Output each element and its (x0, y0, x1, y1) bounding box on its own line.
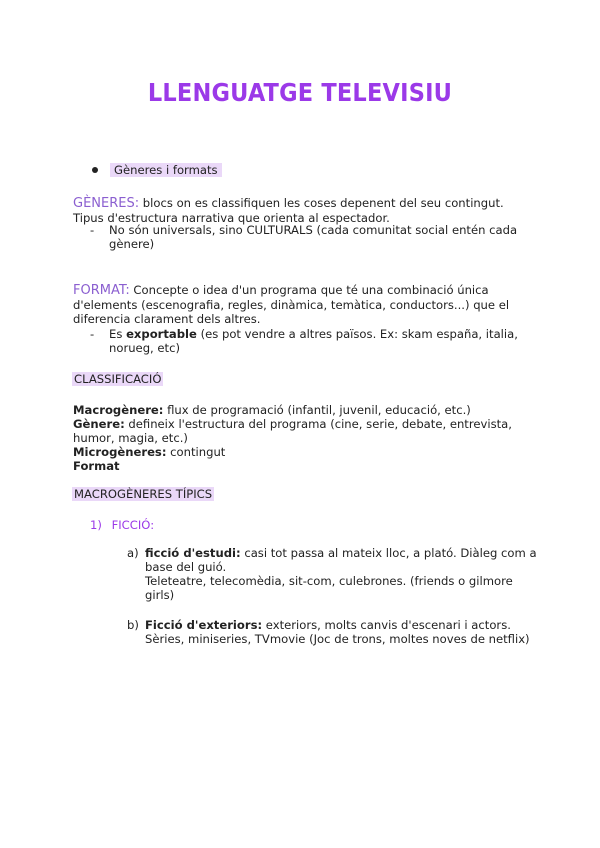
classificacio-heading (72, 372, 163, 386)
item-a-marker: a) (127, 546, 139, 560)
generes-text: blocs on es classifiquen les coses depenent del seu contingut. (139, 196, 504, 210)
item-b-line2: Sèries, miniseries, TVmovie (Joc de trons, moltes noves de netflix) (145, 632, 530, 646)
format-dash-bold: exportable (126, 327, 197, 341)
micro-label: Microgèneres: (73, 445, 167, 459)
dash-marker: - (90, 327, 95, 341)
macrogeneres-heading (72, 487, 214, 501)
format-paragraph (73, 283, 543, 326)
item-a-label: ficció d'estudi: (145, 546, 241, 560)
item-a-line3: Teleteatre, telecomèdia, sit-com, culebrones. (friends o gilmore (145, 574, 513, 588)
generes-paragraph (73, 196, 543, 225)
classificacio-heading-text: CLASSIFICACIÓ (74, 372, 162, 386)
format-dash-prefix: Es (109, 327, 127, 341)
macro-label: Macrogènere: (73, 403, 164, 417)
macro-text: flux de programació (infantil, juvenil, educació, etc.) (163, 403, 471, 417)
format-line2: d'elements (escenografia, regles, dinàmica, temàtica, conductors...) que el (73, 298, 510, 312)
document-title: LLENGUATGE TELEVISIU (147, 78, 453, 107)
ficcio-number: 1) (90, 518, 102, 532)
bullet-heading (92, 163, 222, 177)
format-text: Concepte o idea d'un programa que té una combinació única (129, 283, 489, 297)
item-b (145, 618, 565, 646)
generes-dash-line1: No són universals, sino CULTURALS (cada comunitat social entén cada (109, 223, 518, 237)
item-b-text: exteriors, molts canvis d'escenari i actors. (262, 618, 511, 632)
generes-dash-line2: gènere) (109, 237, 155, 251)
genere-text: defineix l'estructura del programa (cine, serie, debate, entrevista, (124, 417, 512, 431)
macrogeneres-heading-text: MACROGÈNERES TÍPICS (74, 487, 213, 501)
format-line3: diferencia clarament dels altres. (73, 312, 261, 326)
format-dash-line2: norueg, etc) (109, 341, 180, 355)
genere-label: Gènere: (73, 417, 125, 431)
item-a (145, 546, 545, 602)
format-label: FORMAT: (73, 283, 130, 298)
item-a-text: casi tot passa al mateix lloc, a plató. Diàleg com a (240, 546, 537, 560)
generes-label: GÈNERES: (73, 196, 140, 211)
genere-line2: humor, magia, etc.) (73, 431, 188, 445)
item-a-line2: base del guió. (145, 560, 227, 574)
format-dash-rest: (es pot vendre a altres països. Ex: skam españa, italia, (196, 327, 518, 341)
item-b-label: Ficció d'exteriors: (145, 618, 263, 632)
bullet-icon (92, 167, 98, 173)
format-item-label: Format (73, 459, 120, 473)
item-b-marker: b) (127, 618, 139, 632)
generes-dash-item (90, 223, 539, 251)
ficcio-item (90, 518, 154, 532)
generes-line2: Tipus d'estructura narrativa que orienta al espectador. (73, 211, 390, 225)
dash-marker: - (90, 223, 95, 237)
format-dash-item (90, 327, 539, 355)
classificacio-list (73, 403, 543, 473)
ficcio-label: FICCIÓ: (111, 518, 155, 532)
micro-text: contingut (166, 445, 226, 459)
bullet-heading-text: Gèneres i formats (110, 163, 222, 177)
item-a-line4: girls) (145, 588, 175, 602)
